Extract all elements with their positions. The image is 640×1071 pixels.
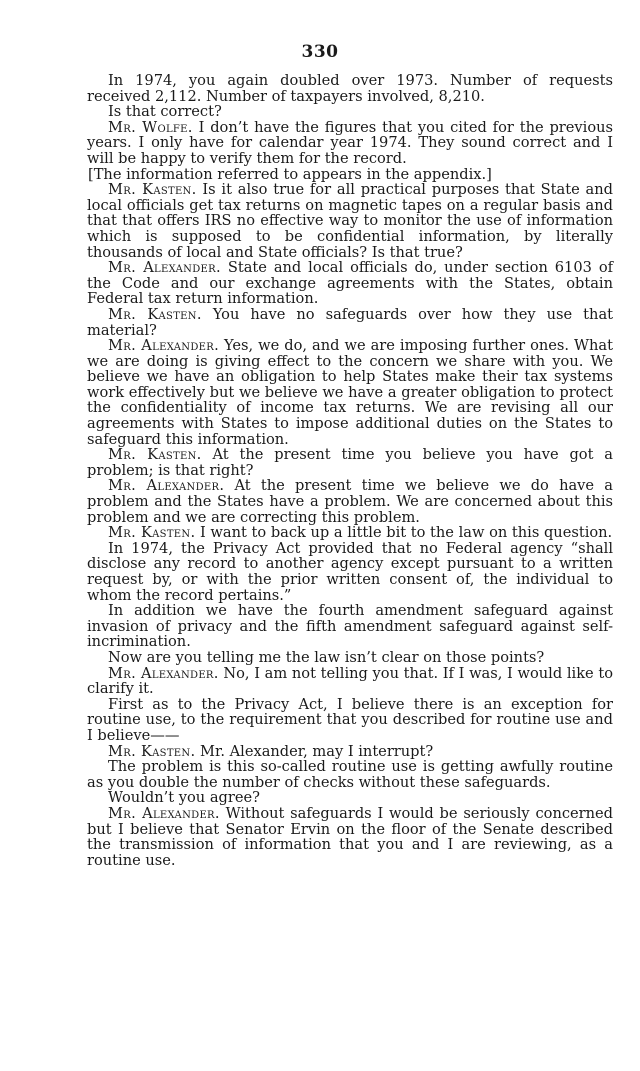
paragraph-text: Yes, we do, and we are imposing further ones. What we are doing is giving effect to the concern we share with you. We believe we have an obligation to help States make their tax systems work effectively but we believe we have a greater obligation to protect the confidentiality of income tax returns. We are revising all our agreements with States to impose additional duties on the States to safeguard this information. — [87, 337, 613, 448]
paragraph-text: At the present time you believe you have got a problem; is that right? — [87, 446, 614, 479]
paragraph-text: Now are you telling me the law isn’t clear on those points? — [108, 648, 545, 666]
paragraph — [87, 182, 613, 260]
speaker-name: Mr. Alexander. — [108, 664, 219, 682]
paragraph — [87, 338, 613, 447]
paragraph — [87, 478, 613, 525]
speaker-name: Mr. Kasten. — [108, 305, 202, 323]
paragraph-text: In 1974, the Privacy Act provided that no Federal agency “shall disclose any record to another agency except pursuant to a written request by, or with the prior written consent of, the individual to whom the record pertains.” — [87, 539, 613, 604]
paragraph — [87, 650, 613, 666]
paragraph-text: Is it also true for all practical purposes that State and local officials get tax returns on magnetic tapes on a regular basis and that that offers IRS no effective way to monitor the use of information which is supposed to be confidential information, by literally thousands of local and State officials? Is that true? — [87, 181, 613, 261]
paragraph — [87, 120, 613, 167]
paragraph — [87, 759, 613, 790]
speaker-name: Mr. Kasten. — [108, 181, 197, 199]
paragraph-text: At the present time we believe we do have a problem and the States have a problem. We are concerned about this problem and we are correcting this problem. — [87, 477, 614, 526]
paragraph-text: I want to back up a little bit to the law on this question. — [200, 524, 613, 542]
paragraph-text: State and local officials do, under section 6103 of the Code and our exchange agreements with the States, obtain Federal tax return information. — [87, 259, 614, 308]
paragraph — [87, 73, 613, 104]
paragraph — [87, 447, 613, 478]
speaker-name: Mr. Alexander. — [108, 804, 220, 822]
paragraph — [87, 603, 613, 650]
paragraph — [87, 307, 613, 338]
speaker-name: Mr. Alexander. — [108, 477, 225, 495]
speaker-name: Mr. Alexander. — [108, 337, 220, 355]
speaker-name: Mr. Kasten. — [108, 446, 202, 464]
paragraph — [87, 744, 613, 760]
hearing-transcript — [87, 73, 613, 868]
paragraph-text: Without safeguards I would be seriously concerned but I believe that Senator Ervin on the floor of the Senate described the transmission of information that you and I are reviewing, as a routine use. — [87, 804, 614, 869]
paragraph — [87, 666, 613, 697]
paragraph-text: The problem is this so-called routine use is getting awfully routine as you double the number of checks without these safeguards. — [87, 758, 613, 791]
page-number: 330 — [301, 42, 339, 62]
paragraph-text: Mr. Alexander, may I interrupt? — [200, 742, 434, 760]
paragraph — [87, 697, 613, 744]
paragraph-text: Wouldn’t you agree? — [108, 789, 260, 807]
paragraph — [87, 806, 613, 868]
paragraph — [87, 525, 613, 541]
speaker-name: Mr. Alexander. — [108, 259, 221, 277]
paragraph-text: First as to the Privacy Act, I believe there is an exception for routine use, to the requirement that you described for routine use and I believe—— — [87, 695, 613, 744]
paragraph-text: In 1974, you again doubled over 1973. Number of requests received 2,112. Number of taxpayers involved, 8,210. — [87, 72, 613, 105]
speaker-name: Mr. Kasten. — [108, 742, 196, 760]
paragraph-text: In addition we have the fourth amendment safeguard against invasion of privacy and the fifth amendment safeguard against self-incrimination. — [87, 602, 613, 651]
paragraph-text: No, I am not telling you that. If I was, I would like to clarify it. — [87, 664, 613, 698]
paragraph — [87, 790, 613, 806]
paragraph — [87, 104, 613, 120]
paragraph-text: You have no safeguards over how they use that material? — [87, 305, 614, 339]
paragraph — [87, 541, 613, 603]
paragraph-text: [The information referred to appears in the appendix.] — [88, 165, 492, 183]
speaker-name: Mr. Wolfe. — [108, 118, 193, 136]
speaker-name: Mr. Kasten. — [108, 524, 196, 542]
paragraph-text: Is that correct? — [108, 103, 222, 121]
paragraph-text: I don’t have the figures that you cited for the previous years. I only have for calendar year 1974. They sound correct and I will be happy to verify them for the record. — [87, 118, 614, 167]
paragraph — [87, 260, 613, 307]
editorial-note — [87, 167, 613, 183]
